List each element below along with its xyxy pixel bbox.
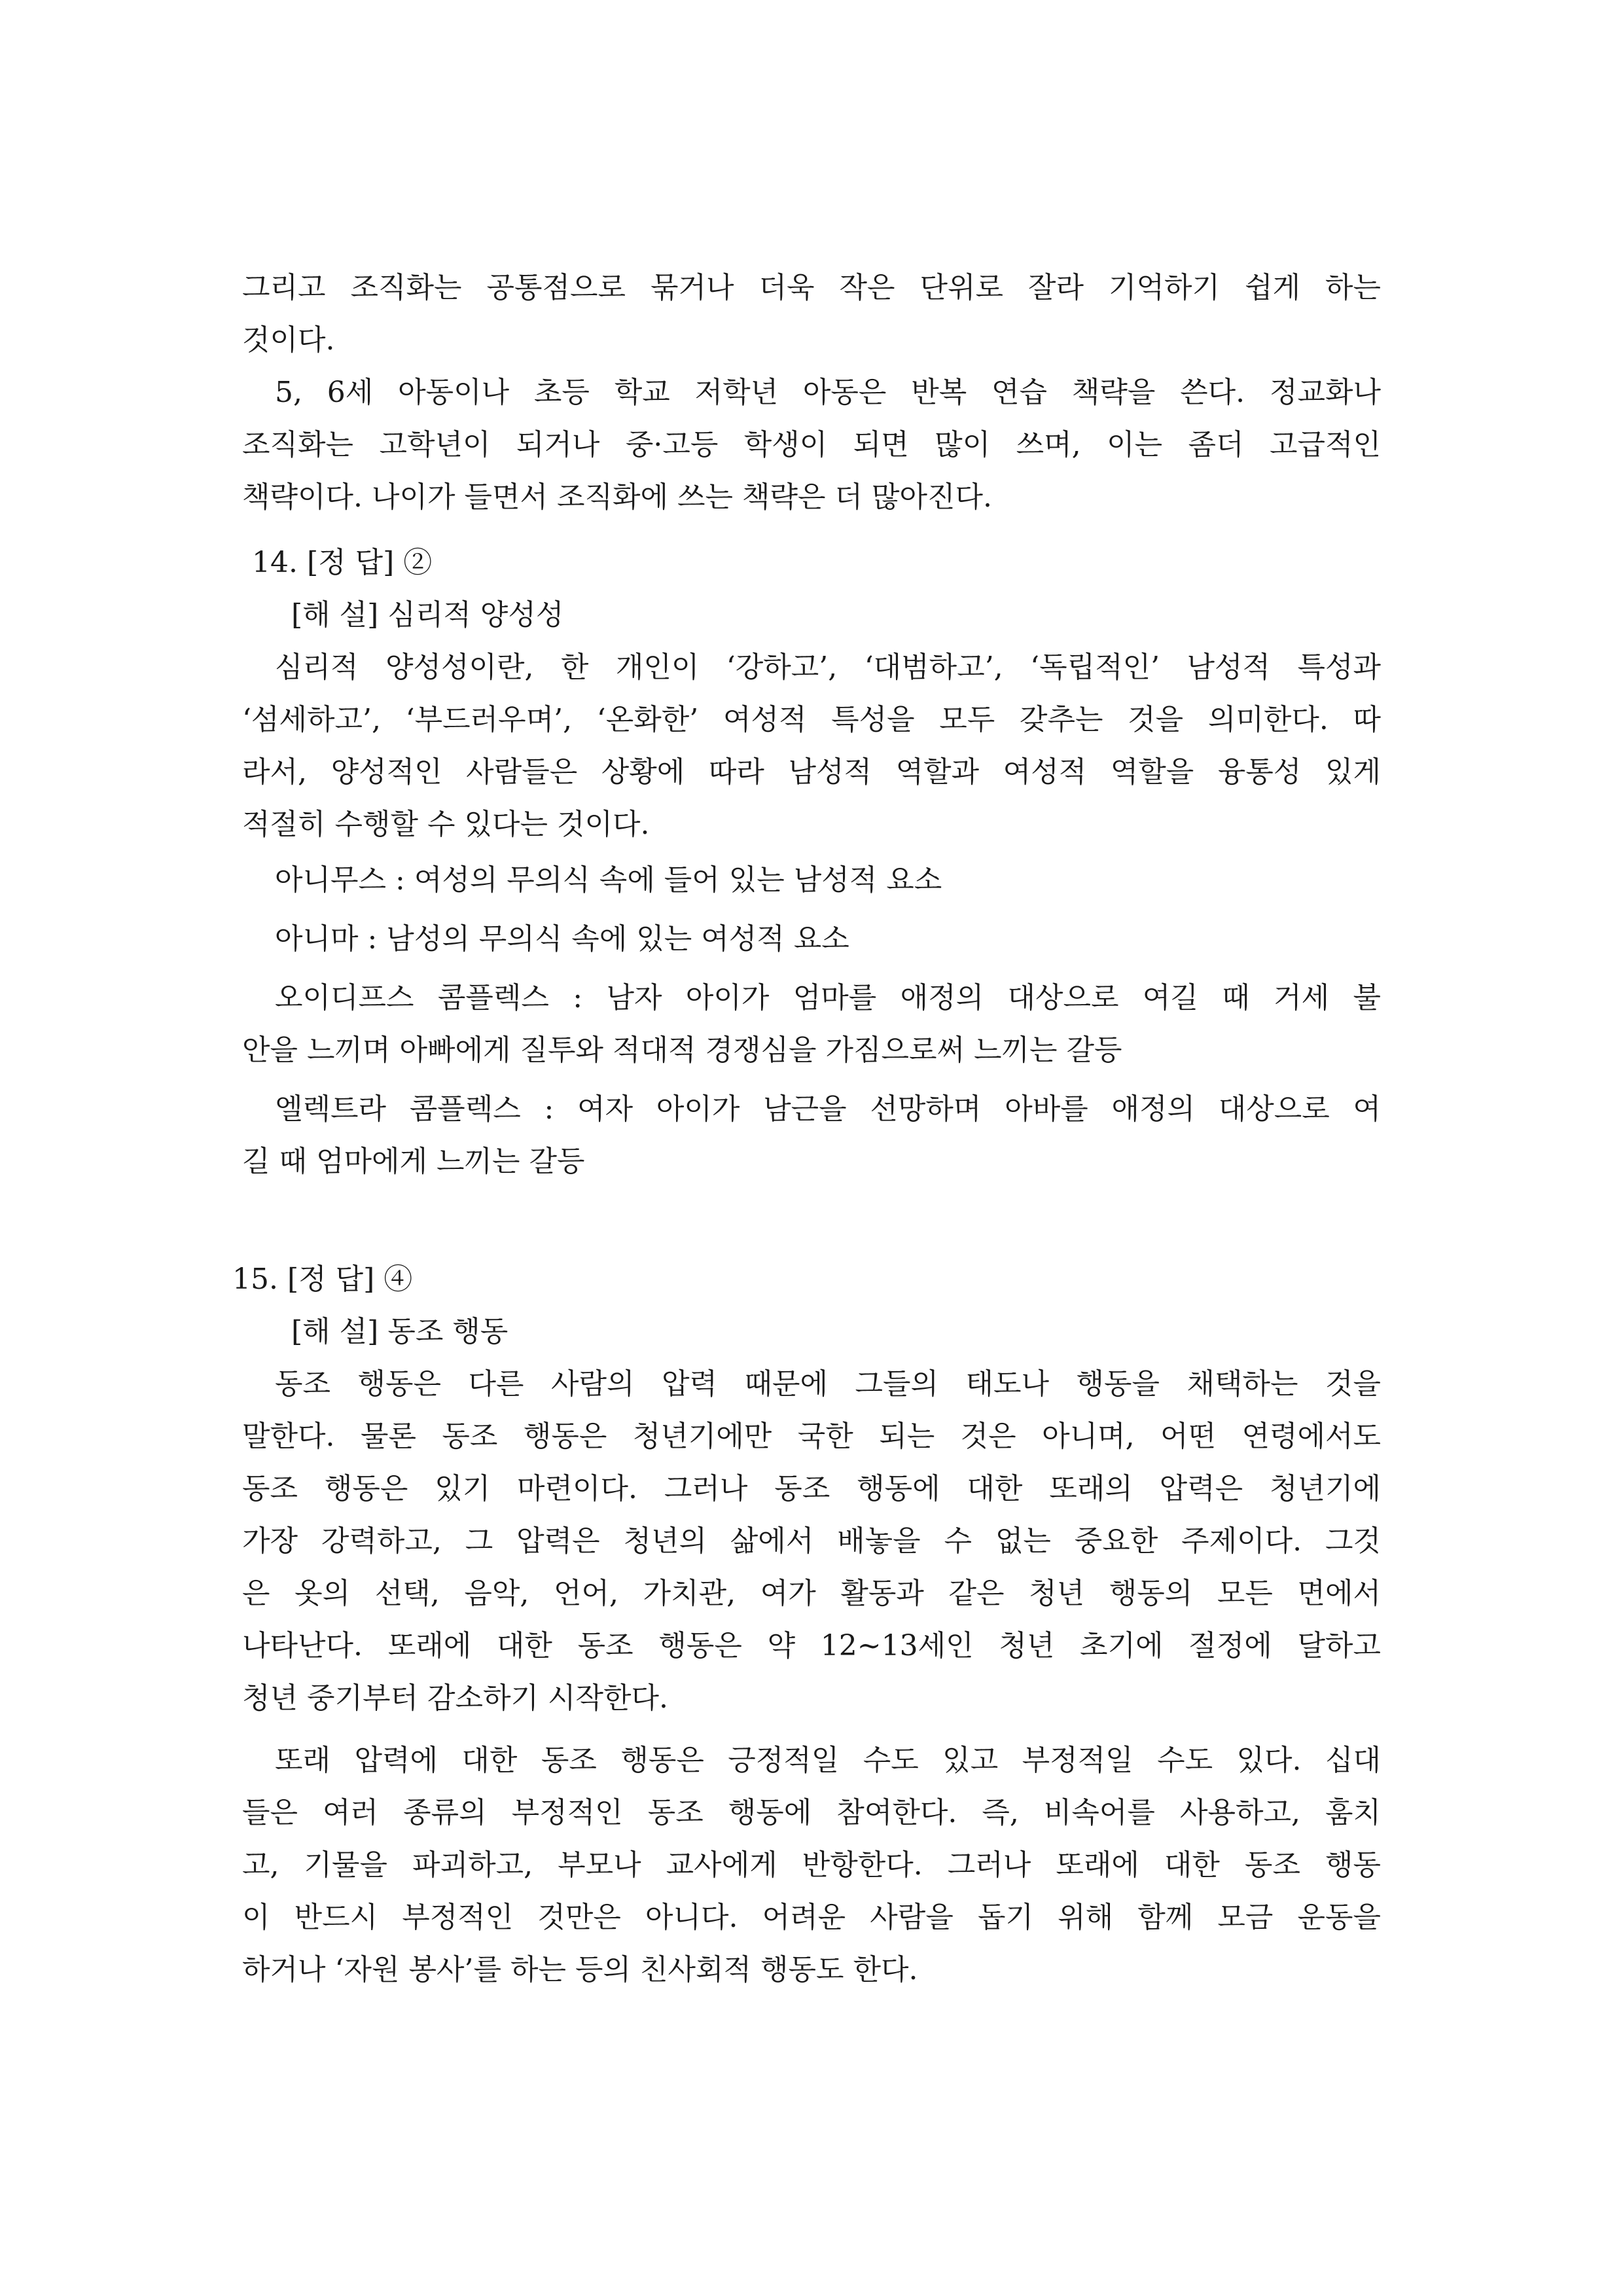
text-line: 하거나 ‘자원 봉사’를 하는 등의 친사회적 행동도 한다. <box>242 1953 918 1986</box>
text-line: ‘섬세하고’, ‘부드러우며’, ‘온화한’ 여성적 특성을 모두 갖추는 것을 의미한다. 따 <box>242 703 1381 736</box>
text-line: 5, 6세 아동이나 초등 학교 저학년 아동은 반복 연습 책략을 쓴다. 정교화나 <box>275 376 1381 409</box>
q14-answer: 14. [정 답] ② <box>252 546 433 579</box>
text-line: 은 옷의 선택, 음악, 언어, 가치관, 여가 활동과 같은 청년 행동의 모든 면에서 <box>242 1577 1381 1610</box>
text-line: 또래 압력에 대한 동조 행동은 긍정적일 수도 있고 부정적일 수도 있다. 십대 <box>275 1744 1381 1777</box>
q15-answer: 15. [정 답] ④ <box>232 1263 413 1296</box>
text-line: 심리적 양성성이란, 한 개인이 ‘강하고’, ‘대범하고’, ‘독립적인’ 남성적 특성과 <box>275 651 1381 684</box>
text-line: 들은 여러 종류의 부정적인 동조 행동에 참여한다. 즉, 비속어를 사용하고, 훔치 <box>242 1796 1381 1829</box>
q14-anima: 아니마 : 남성의 무의식 속에 있는 여성적 요소 <box>275 922 849 956</box>
q14-explain-heading: [해 설] 심리적 양성성 <box>291 598 564 632</box>
q14-electra <box>242 1083 1381 1188</box>
text-line: 오이디프스 콤플렉스 : 남자 아이가 엄마를 애정의 대상으로 여길 때 거세 불 <box>275 981 1381 1014</box>
text-line: 가장 강력하고, 그 압력은 청년의 삶에서 배놓을 수 없는 중요한 주제이다. 그것 <box>242 1524 1381 1558</box>
text-line: 이 반드시 부정적인 것만은 아니다. 어려운 사람을 돕기 위해 함께 모금 운동을 <box>242 1901 1381 1934</box>
q14-oedipus <box>242 972 1381 1077</box>
text-line: 그리고 조직화는 공통점으로 묶거나 더욱 작은 단위로 잘라 기억하기 쉽게 하는 <box>242 271 1381 304</box>
text-line: 적절히 수행할 수 있다는 것이다. <box>242 808 650 841</box>
text-line: 고, 기물을 파괴하고, 부모나 교사에게 반항한다. 그러나 또래에 대한 동조 행동 <box>242 1848 1381 1882</box>
intro-paragraph-1 <box>242 262 1381 367</box>
text-line: 책략이다. 나이가 들면서 조직화에 쓰는 책략은 더 많아진다. <box>242 480 992 514</box>
text-line: 라서, 양성적인 사람들은 상황에 따라 남성적 역할과 여성적 역할을 융통성 있게 <box>242 755 1381 789</box>
q15-explain-heading: [해 설] 동조 행동 <box>291 1315 508 1348</box>
text-line: 나타난다. 또래에 대한 동조 행동은 약 12~13세인 청년 초기에 절정에 달하고 <box>242 1629 1381 1662</box>
text-line: 안을 느끼며 아빠에게 질투와 적대적 경쟁심을 가짐으로써 느끼는 갈등 <box>242 1033 1122 1067</box>
q15-paragraph-2 <box>242 1734 1381 1996</box>
text-line: 조직화는 고학년이 되거나 중·고등 학생이 되면 많이 쓰며, 이는 좀더 고급적인 <box>242 428 1381 461</box>
text-line: 청년 중기부터 감소하기 시작한다. <box>242 1681 668 1715</box>
q14-paragraph <box>242 641 1381 851</box>
q15-paragraph-1 <box>242 1358 1381 1725</box>
text-line: 엘렉트라 콤플렉스 : 여자 아이가 남근을 선망하며 아바를 애정의 대상으로 여 <box>275 1092 1381 1126</box>
intro-paragraph-2 <box>242 367 1381 524</box>
text-line: 것이다. <box>242 323 335 357</box>
text-line: 말한다. 물론 동조 행동은 청년기에만 국한 되는 것은 아니며, 어떤 연령에서도 <box>242 1420 1381 1453</box>
text-line: 길 때 엄마에게 느끼는 갈등 <box>242 1145 585 1178</box>
q14-animus: 아니무스 : 여성의 무의식 속에 들어 있는 남성적 요소 <box>275 863 942 897</box>
text-line: 동조 행동은 다른 사람의 압력 때문에 그들의 태도나 행동을 채택하는 것을 <box>275 1367 1381 1401</box>
text-line: 동조 행동은 있기 마련이다. 그러나 동조 행동에 대한 또래의 압력은 청년기에 <box>242 1472 1381 1505</box>
